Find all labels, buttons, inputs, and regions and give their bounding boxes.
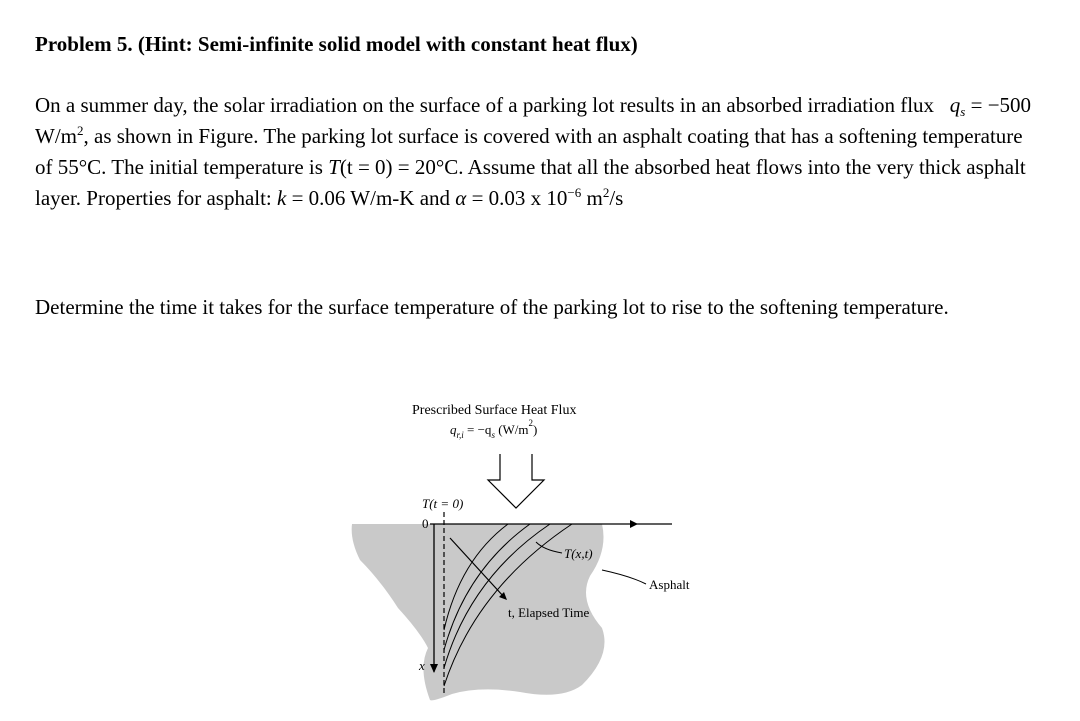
exponent: −6: [567, 185, 582, 200]
statement-text: = 0.03 x 10: [466, 186, 568, 210]
asphalt-leader-line: [602, 570, 646, 584]
flux-expression-text: ): [533, 422, 538, 437]
problem-question: Determine the time it takes for the surface temperature of the parking lot to rise to the softening temperature.: [35, 295, 949, 319]
surface-arrowhead: [630, 520, 638, 528]
statement-text: = −500 W/m: [35, 93, 1032, 148]
flux-subscript: r,i: [456, 430, 464, 440]
asphalt-figure: [340, 400, 740, 710]
flux-expression-text: (W/m: [494, 422, 529, 437]
initial-temperature-label: T(t = 0): [422, 496, 464, 511]
statement-text: (t = 0) = 20°C. Assume that all the absorbed heat flows into the very thick asphalt layer. Properties for asphalt:: [35, 155, 1026, 210]
elapsed-time-label: t, Elapsed Time: [508, 605, 590, 620]
exponent: 2: [602, 185, 610, 200]
statement-text: m: [581, 186, 603, 210]
problem-title: Problem 5. (Hint: Semi-infinite solid model with constant heat flux): [35, 32, 638, 56]
flux-subscript: s: [491, 430, 495, 440]
statement-text: = 0.06 W/m-K and: [286, 186, 456, 210]
diffusivity-symbol: α: [455, 186, 467, 210]
flux-expression: [450, 418, 538, 440]
conductivity-symbol: k: [277, 186, 287, 210]
material-label: Asphalt: [649, 577, 690, 592]
problem-statement: [35, 90, 1045, 214]
statement-text: On a summer day, the solar irradiation on the surface of a parking lot results in an absorbed irradiation flux: [35, 93, 935, 117]
temperature-symbol: T: [328, 155, 340, 179]
flux-symbol: q: [949, 93, 961, 117]
flux-symbol: q: [450, 422, 457, 437]
x-axis-label: x: [419, 658, 425, 673]
origin-label: 0: [422, 516, 429, 531]
profile-label: T(x,t): [564, 546, 593, 561]
flux-heading: Prescribed Surface Heat Flux: [412, 403, 577, 418]
flux-expression-text: = −q: [463, 422, 492, 437]
flux-exponent: 2: [528, 418, 534, 428]
exponent: 2: [77, 123, 84, 138]
flux-subscript: s: [960, 104, 966, 119]
figure-drawing: [340, 400, 740, 710]
statement-text: , as shown in Figure. The parking lot surface is covered with an asphalt coating that has a softening temperature of 55°C. The initial temperature is: [35, 124, 1023, 179]
statement-text: /s: [609, 186, 624, 210]
heat-flux-arrow: [488, 454, 544, 508]
